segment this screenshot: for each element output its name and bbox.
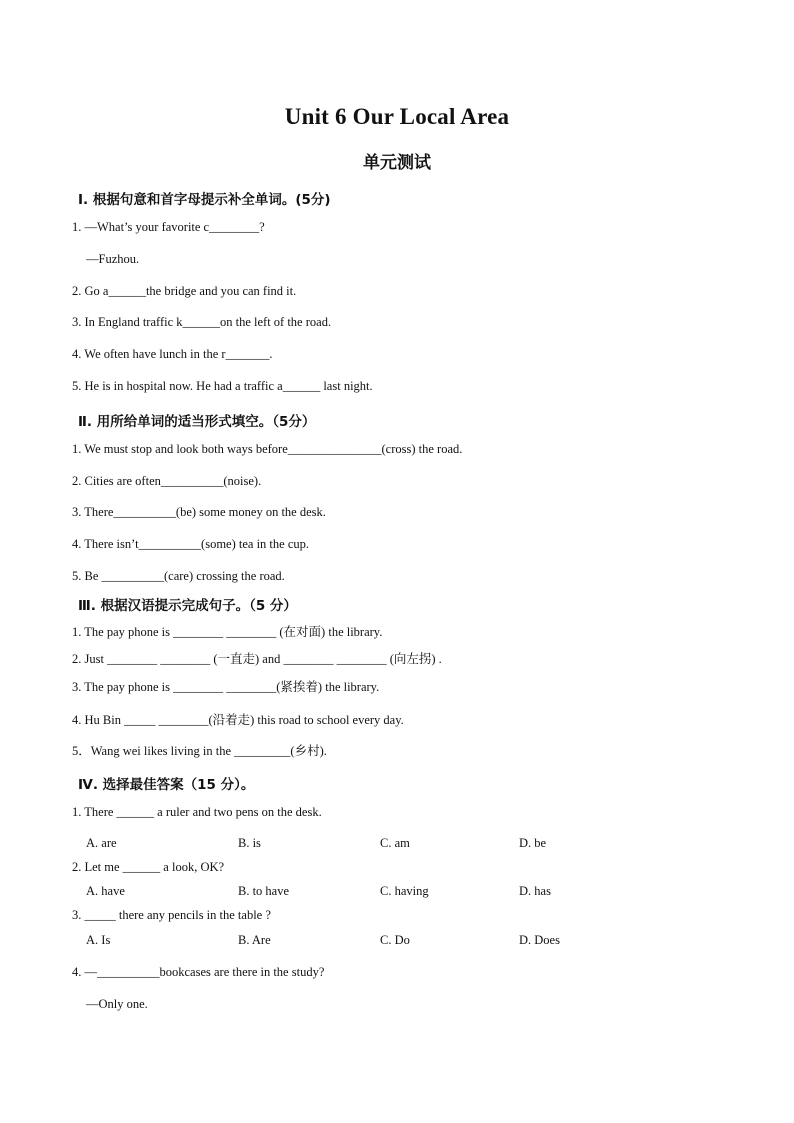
question-stem: 3. _____ there any pencils in the table ? (72, 908, 271, 922)
question-line: 5. He is in hospital now. He had a traffic a______ last night. (72, 379, 373, 393)
question-line: 1. We must stop and look both ways before_______________(cross) the road. (72, 442, 463, 456)
option-b: B. is (238, 836, 261, 850)
option-c: C. having (380, 884, 429, 898)
option-a: A. are (86, 836, 117, 850)
option-b: B. Are (238, 933, 271, 947)
question-line: 4. We often have lunch in the r_______. (72, 347, 273, 361)
option-c: C. am (380, 836, 410, 850)
question-line: 2. Cities are often__________(noise). (72, 474, 262, 488)
question-line: 5. Be __________(care) crossing the road. (72, 569, 285, 583)
question-line: 1. —What’s your favorite c________? (72, 220, 265, 234)
page-subtitle: 单元测试 (363, 153, 431, 173)
question-line: 5．Wang wei likes living in the _________(乡村). (72, 744, 327, 758)
question-line: —Fuzhou. (86, 252, 140, 266)
question-line: 4. Hu Bin _____ ________(沿着走) this road to school every day. (72, 713, 404, 727)
question-line: 2. Go a______the bridge and you can find it. (72, 284, 297, 298)
question-stem: 2. Let me ______ a look, OK? (72, 860, 225, 874)
option-b: B. to have (238, 884, 290, 898)
section-heading-1: Ⅰ. 根据句意和首字母提示补全单词。(5分) (78, 192, 331, 208)
page-title: Unit 6 Our Local Area (284, 104, 510, 129)
question-line: —Only one. (86, 997, 148, 1011)
question-stem: 4. —__________bookcases are there in the study? (72, 965, 325, 979)
section-heading-4: Ⅳ. 选择最佳答案（15 分）。 (78, 777, 255, 793)
question-line: 2. Just ________ ________ (一直走) and ________ ________ (向左拐) . (72, 652, 442, 666)
question-line: 3. In England traffic k______on the left of the road. (72, 315, 332, 329)
option-d: D. be (519, 836, 547, 850)
question-stem: 1. There ______ a ruler and two pens on the desk. (72, 805, 322, 819)
question-line: 1. The pay phone is ________ ________ (在对面) the library. (72, 625, 383, 639)
option-d: D. has (519, 884, 551, 898)
option-c: C. Do (380, 933, 410, 947)
section-heading-3: Ⅲ. 根据汉语提示完成句子。（5 分） (78, 598, 297, 614)
question-line: 3. There__________(be) some money on the desk. (72, 505, 326, 519)
option-a: A. have (86, 884, 125, 898)
option-d: D. Does (519, 933, 560, 947)
section-heading-2: Ⅱ. 用所给单词的适当形式填空。（5分） (78, 414, 316, 430)
question-line: 3. The pay phone is ________ ________(紧挨着) the library. (72, 680, 380, 694)
question-line: 4. There isn’t__________(some) tea in the cup. (72, 537, 309, 551)
option-a: A. Is (86, 933, 111, 947)
